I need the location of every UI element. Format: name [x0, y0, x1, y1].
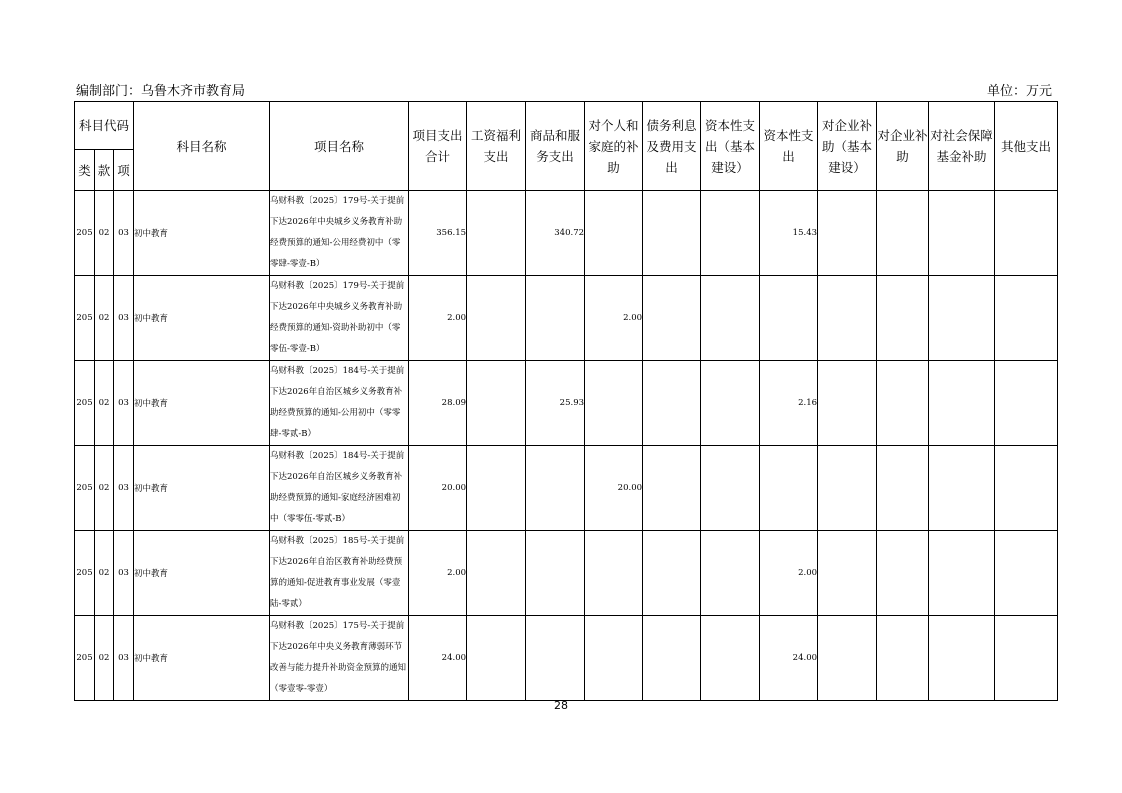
other-cell	[995, 191, 1058, 276]
capital-basic-cell	[701, 616, 760, 701]
kuan-cell: 02	[95, 446, 114, 531]
enterprise-basic-cell	[818, 531, 877, 616]
table-row	[75, 191, 1058, 276]
goods-services-cell: 25.93	[526, 361, 585, 446]
table-body	[75, 191, 1058, 701]
debt-interest-cell	[643, 616, 701, 701]
goods-services-cell	[526, 616, 585, 701]
unit-label: 单位：万元	[986, 84, 1052, 99]
debt-interest-cell	[643, 446, 701, 531]
total-cell: 28.09	[409, 361, 467, 446]
lei-cell: 205	[75, 361, 95, 446]
budget-table	[74, 101, 1058, 701]
lei-cell: 205	[75, 276, 95, 361]
social-security-cell	[929, 361, 995, 446]
social-security-header: 对社会保障基金补助	[929, 102, 995, 191]
enterprise-cell	[877, 616, 929, 701]
total-cell: 2.00	[409, 531, 467, 616]
xiang-cell: 03	[114, 361, 134, 446]
kuan-cell: 02	[95, 531, 114, 616]
code-group-header: 科目代码	[75, 102, 134, 150]
enterprise-basic-cell	[818, 276, 877, 361]
total-header: 项目支出合计	[409, 102, 467, 191]
kuan-cell: 02	[95, 361, 114, 446]
capital-basic-header: 资本性支出（基本建设）	[701, 102, 760, 191]
salary-cell	[467, 276, 526, 361]
enterprise-cell	[877, 361, 929, 446]
social-security-cell	[929, 276, 995, 361]
enterprise-cell	[877, 276, 929, 361]
kuan-header: 款	[95, 150, 114, 191]
social-security-cell	[929, 616, 995, 701]
goods-services-cell	[526, 531, 585, 616]
kuan-cell: 02	[95, 191, 114, 276]
social-security-cell	[929, 531, 995, 616]
lei-cell: 205	[75, 446, 95, 531]
department-label: 编制部门：乌鲁木齐市教育局	[76, 84, 246, 99]
xiang-cell: 03	[114, 616, 134, 701]
capital-cell	[760, 446, 818, 531]
debt-interest-header: 债务利息及费用支出	[643, 102, 701, 191]
table-row	[75, 276, 1058, 361]
subject-name-header: 科目名称	[134, 102, 270, 191]
capital-header: 资本性支出	[760, 102, 818, 191]
kuan-cell: 02	[95, 616, 114, 701]
personal-subsidy-cell: 20.00	[585, 446, 643, 531]
lei-cell: 205	[75, 531, 95, 616]
project-name-cell: 乌财科教〔2025〕179号-关于提前下达2026年中央城乡义务教育补助经费预算的通知-资助补助初中（零零伍-零壹-B）	[270, 276, 409, 361]
xiang-cell: 03	[114, 276, 134, 361]
goods-services-cell	[526, 276, 585, 361]
capital-cell: 24.00	[760, 616, 818, 701]
enterprise-basic-cell	[818, 191, 877, 276]
other-cell	[995, 531, 1058, 616]
project-name-cell: 乌财科教〔2025〕184号-关于提前下达2026年自治区城乡义务教育补助经费预算的通知-家庭经济困难初中（零零伍-零贰-B）	[270, 446, 409, 531]
personal-subsidy-cell	[585, 361, 643, 446]
salary-cell	[467, 446, 526, 531]
table-header	[75, 102, 1058, 191]
table-row	[75, 531, 1058, 616]
xiang-cell: 03	[114, 191, 134, 276]
debt-interest-cell	[643, 531, 701, 616]
social-security-cell	[929, 191, 995, 276]
debt-interest-cell	[643, 361, 701, 446]
salary-cell	[467, 531, 526, 616]
goods-services-header: 商品和服务支出	[526, 102, 585, 191]
other-cell	[995, 276, 1058, 361]
subject-name-cell: 初中教育	[134, 446, 270, 531]
salary-cell	[467, 616, 526, 701]
other-cell	[995, 616, 1058, 701]
other-header: 其他支出	[995, 102, 1058, 191]
capital-cell: 15.43	[760, 191, 818, 276]
capital-basic-cell	[701, 531, 760, 616]
capital-basic-cell	[701, 361, 760, 446]
personal-subsidy-cell	[585, 616, 643, 701]
capital-basic-cell	[701, 446, 760, 531]
subject-name-cell: 初中教育	[134, 191, 270, 276]
enterprise-cell	[877, 531, 929, 616]
enterprise-basic-header: 对企业补助（基本建设）	[818, 102, 877, 191]
page-number: 28	[554, 699, 568, 712]
total-cell: 24.00	[409, 616, 467, 701]
lei-cell: 205	[75, 616, 95, 701]
enterprise-cell	[877, 446, 929, 531]
other-cell	[995, 361, 1058, 446]
project-name-cell: 乌财科教〔2025〕184号-关于提前下达2026年自治区城乡义务教育补助经费预算的通知-公用初中（零零肆-零贰-B）	[270, 361, 409, 446]
xiang-cell: 03	[114, 531, 134, 616]
project-name-header: 项目名称	[270, 102, 409, 191]
table-row	[75, 446, 1058, 531]
personal-subsidy-cell: 2.00	[585, 276, 643, 361]
salary-cell	[467, 191, 526, 276]
capital-basic-cell	[701, 276, 760, 361]
goods-services-cell	[526, 446, 585, 531]
table-row	[75, 616, 1058, 701]
enterprise-basic-cell	[818, 361, 877, 446]
personal-subsidy-cell	[585, 191, 643, 276]
lei-cell: 205	[75, 191, 95, 276]
goods-services-cell: 340.72	[526, 191, 585, 276]
subject-name-cell: 初中教育	[134, 531, 270, 616]
debt-interest-cell	[643, 276, 701, 361]
enterprise-basic-cell	[818, 446, 877, 531]
xiang-cell: 03	[114, 446, 134, 531]
lei-header: 类	[75, 150, 95, 191]
project-name-cell: 乌财科教〔2025〕175号-关于提前下达2026年中央义务教育薄弱环节改善与能力提升补助资金预算的通知（零壹零-零壹）	[270, 616, 409, 701]
subject-name-cell: 初中教育	[134, 361, 270, 446]
project-name-cell: 乌财科教〔2025〕179号-关于提前下达2026年中央城乡义务教育补助经费预算的通知-公用经费初中（零零肆-零壹-B）	[270, 191, 409, 276]
project-name-cell: 乌财科教〔2025〕185号-关于提前下达2026年自治区教育补助经费预算的通知-促进教育事业发展（零壹陆-零贰）	[270, 531, 409, 616]
xiang-header: 项	[114, 150, 134, 191]
total-cell: 20.00	[409, 446, 467, 531]
total-cell: 2.00	[409, 276, 467, 361]
total-cell: 356.15	[409, 191, 467, 276]
personal-subsidy-cell	[585, 531, 643, 616]
personal-subsidy-header: 对个人和家庭的补助	[585, 102, 643, 191]
capital-cell	[760, 276, 818, 361]
subject-name-cell: 初中教育	[134, 616, 270, 701]
enterprise-basic-cell	[818, 616, 877, 701]
subject-name-cell: 初中教育	[134, 276, 270, 361]
capital-cell: 2.16	[760, 361, 818, 446]
enterprise-cell	[877, 191, 929, 276]
capital-basic-cell	[701, 191, 760, 276]
kuan-cell: 02	[95, 276, 114, 361]
salary-header: 工资福利支出	[467, 102, 526, 191]
other-cell	[995, 446, 1058, 531]
debt-interest-cell	[643, 191, 701, 276]
capital-cell: 2.00	[760, 531, 818, 616]
table-row	[75, 361, 1058, 446]
enterprise-header: 对企业补助	[877, 102, 929, 191]
salary-cell	[467, 361, 526, 446]
social-security-cell	[929, 446, 995, 531]
